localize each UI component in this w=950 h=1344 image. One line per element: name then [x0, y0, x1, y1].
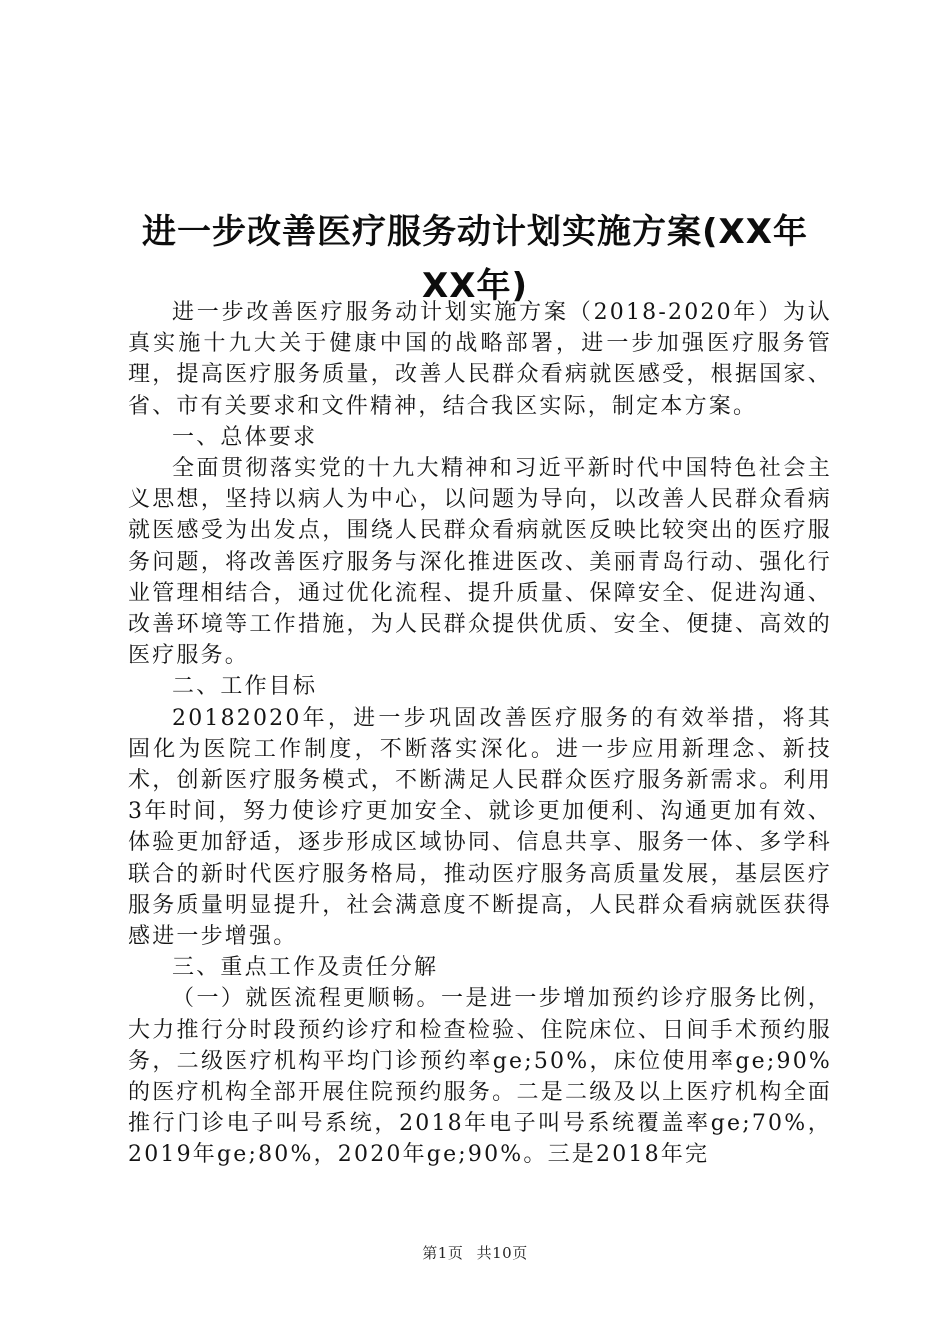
page-footer [0, 1242, 950, 1263]
page-number: 第1页 [422, 1244, 464, 1262]
section-heading-general-requirements: 一、总体要求 [172, 424, 318, 450]
work-goals-paragraph: 20182020年，进一步巩固改善医疗服务的有效举措，将其固化为医院工作制度，不断落实深化。进一步应用新理念、新技术，创新医疗服务模式，不断满足人民群众医疗服务新需求。利用3年时间，努力使诊疗更加安全、就诊更加便利、沟通更加有效、体验更加舒适，逐步形成区域协同、信息共享、服务一体、多学科联合的新时代医疗服务格局，推动医疗服务高质量发展，基层医疗服务质量明显提升，社会满意度不断提高，人民群众看病就医获得感进一步增强。 [128, 705, 832, 950]
section-heading-key-tasks: 三、重点工作及责任分解 [172, 955, 439, 981]
document-body [128, 297, 832, 1171]
section-heading-work-goals: 二、工作目标 [172, 674, 318, 700]
general-requirements-paragraph: 全面贯彻落实党的十九大精神和习近平新时代中国特色社会主义思想，坚持以病人为中心，以问题为导向，以改善人民群众看病就医感受为出发点，围绕人民群众看病就医反映比较突出的医疗服务问题，将改善医疗服务与深化推进医改、美丽青岛行动、强化行业管理相结合，通过优化流程、提升质量、保障安全、促进沟通、改善环境等工作措施，为人民群众提供优质、安全、便捷、高效的医疗服务。 [128, 456, 832, 669]
page-total: 共10页 [476, 1244, 528, 1262]
intro-paragraph: 进一步改善医疗服务动计划实施方案（2018-2020年）为认真实施十九大关于健康中国的战略部署，进一步加强医疗服务管理，提高医疗服务质量，改善人民群众看病就医感受，根据国家、省、市有关要求和文件精神，结合我区实际，制定本方案。 [128, 300, 832, 419]
page-title: 进一步改善医疗服务动计划实施方案(XX年XX年) [142, 211, 808, 306]
key-tasks-paragraph: （一）就医流程更顺畅。一是进一步增加预约诊疗服务比例，大力推行分时段预约诊疗和检查检验、住院床位、日间手术预约服务，二级医疗机构平均门诊预约率ge;50%，床位使用率ge;90%的医疗机构全部开展住院预约服务。二是二级及以上医疗机构全面推行门诊电子叫号系统，2018年电子叫号系统覆盖率ge;70%，2019年ge;80%，2020年ge;90%。三是2018年完 [128, 986, 832, 1168]
